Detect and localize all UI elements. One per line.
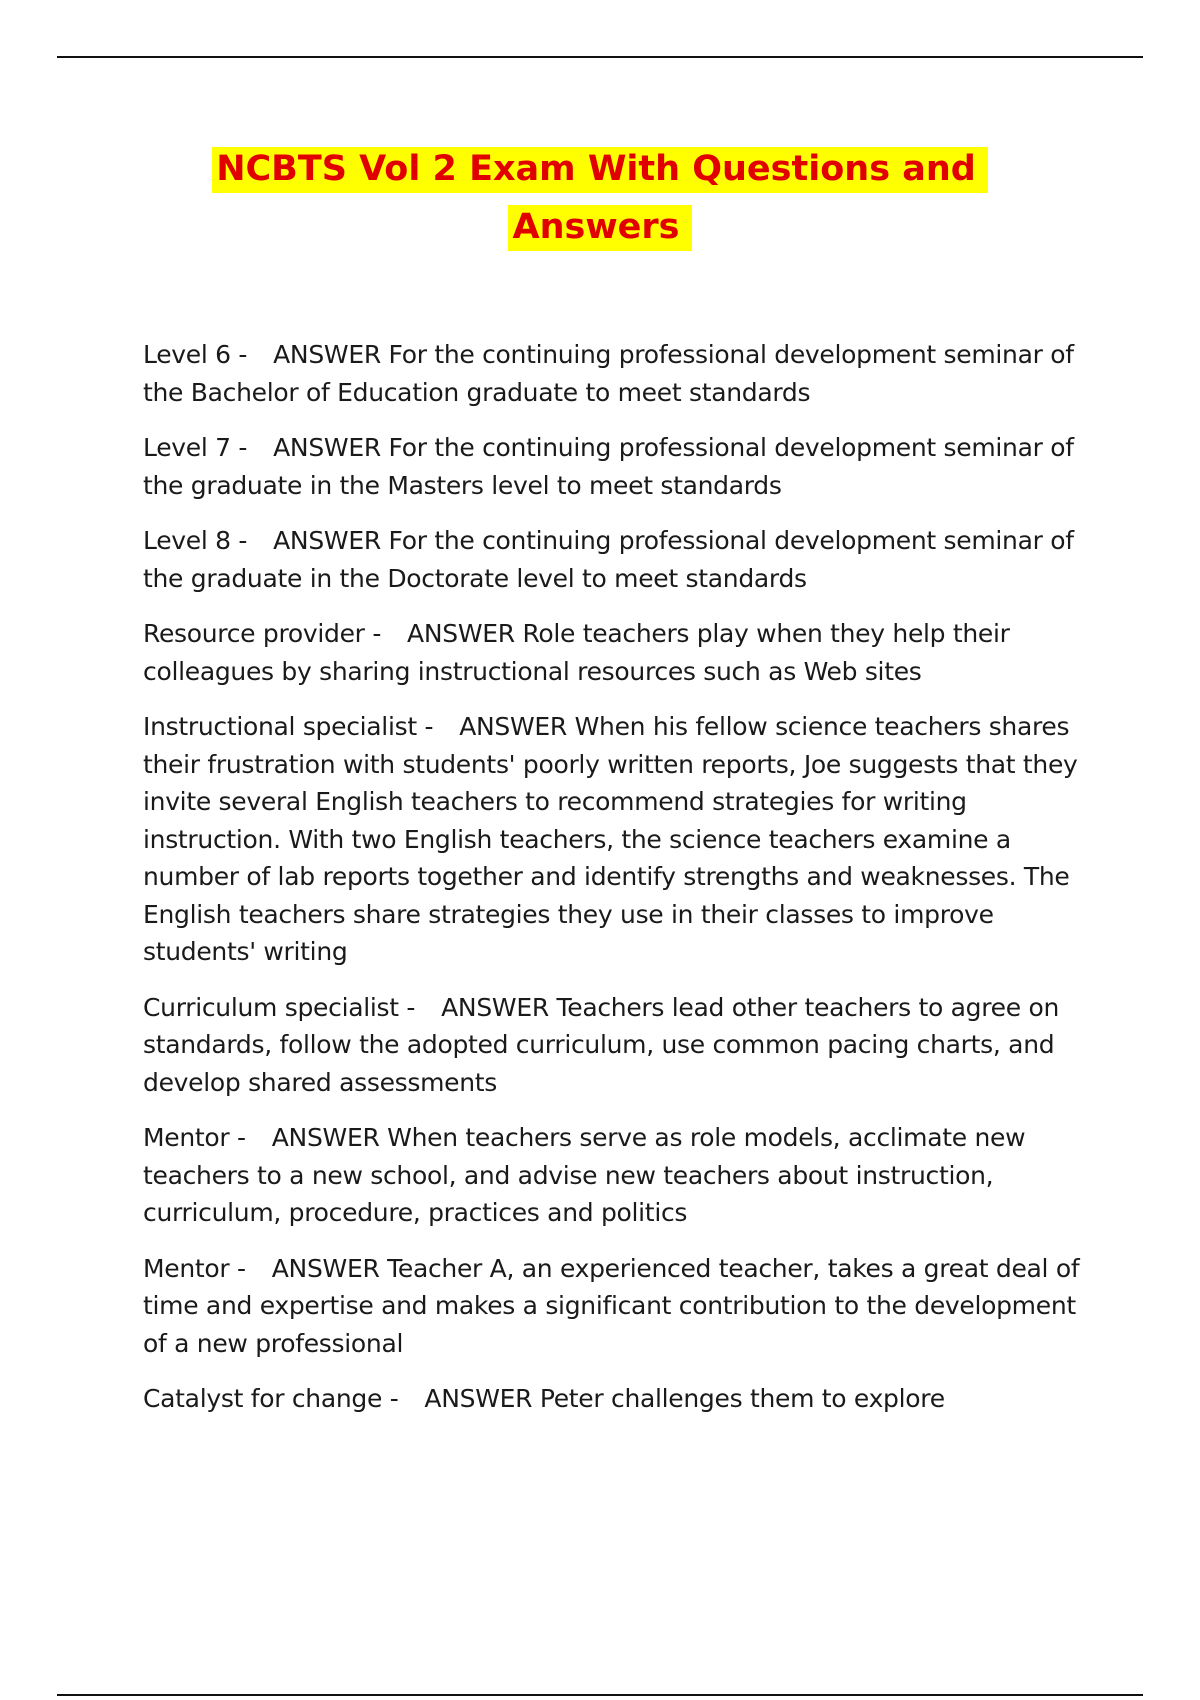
qa-item-instructional-specialist xyxy=(143,708,1103,971)
qa-answer: ANSWER When teachers serve as role models, acclimate new teachers to a new school, and advise new teachers about instruction, curriculum, procedure, practices and politics xyxy=(143,1123,1026,1227)
qa-term: Catalyst for change xyxy=(143,1384,383,1413)
qa-term: Mentor xyxy=(143,1253,230,1283)
bottom-divider xyxy=(57,1694,1143,1696)
qa-term: Resource provider xyxy=(143,619,365,648)
qa-separator: - xyxy=(416,712,434,741)
qa-term: Instructional specialist xyxy=(143,712,417,741)
qa-term: Level 7 xyxy=(143,433,231,462)
qa-separator: - xyxy=(230,526,248,555)
qa-answer: ANSWER Teacher A, an experienced teacher, takes a great deal of time and expertise and makes a significant contribution to the development of a new professional xyxy=(143,1253,1080,1358)
qa-term: Level 8 xyxy=(143,526,231,555)
qa-list xyxy=(143,336,1103,1436)
qa-separator: - xyxy=(398,992,416,1022)
qa-item-level-6 xyxy=(143,336,1103,411)
top-divider xyxy=(57,56,1143,58)
qa-item-mentor-1 xyxy=(143,1119,1103,1232)
title-line-1 xyxy=(0,140,1200,198)
qa-item-mentor-2 xyxy=(143,1250,1103,1363)
qa-answer: ANSWER For the continuing professional development seminar of the Bachelor of Education graduate to meet standards xyxy=(143,340,1074,407)
qa-item-resource-provider xyxy=(143,615,1103,690)
qa-separator: - xyxy=(382,1384,399,1413)
title-line-2 xyxy=(0,198,1200,256)
qa-separator: - xyxy=(364,619,382,648)
qa-item-level-8 xyxy=(143,522,1103,597)
qa-answer: ANSWER For the continuing professional development seminar of the graduate in the Masters level to meet standards xyxy=(143,433,1074,500)
qa-term: Curriculum specialist xyxy=(143,992,399,1022)
title-line-2-text: Answers xyxy=(508,205,691,251)
qa-separator: - xyxy=(229,1253,246,1283)
qa-separator: - xyxy=(230,340,248,369)
qa-term: Mentor xyxy=(143,1123,230,1152)
qa-answer: ANSWER When his fellow science teachers shares their frustration with students' poorly written reports, Joe suggests that they invite several English teachers to recommend strategies for writing instruction. With two English teachers, the science teachers examine a number of lab reports together and identify strengths and weaknesses. The English teachers share strategies they use in their classes to improve students' writing xyxy=(143,712,1078,966)
qa-answer: ANSWER For the continuing professional development seminar of the graduate in the Doctorate level to meet standards xyxy=(143,526,1074,593)
qa-answer: ANSWER Teachers lead other teachers to agree on standards, follow the adopted curriculum, use common pacing charts, and develop shared assessments xyxy=(143,992,1060,1097)
qa-separator: - xyxy=(229,1123,246,1152)
qa-answer: ANSWER Role teachers play when they help their colleagues by sharing instructional resources such as Web sites xyxy=(143,619,1010,686)
qa-item-level-7 xyxy=(143,429,1103,504)
qa-answer: ANSWER Peter challenges them to explore xyxy=(424,1384,945,1413)
qa-term: Level 6 xyxy=(143,340,231,369)
qa-item-curriculum-specialist xyxy=(143,989,1103,1102)
qa-item-catalyst-for-change xyxy=(143,1380,1103,1418)
document-title xyxy=(0,140,1200,256)
title-line-1-text: NCBTS Vol 2 Exam With Questions and xyxy=(212,147,988,193)
qa-separator: - xyxy=(230,433,248,462)
